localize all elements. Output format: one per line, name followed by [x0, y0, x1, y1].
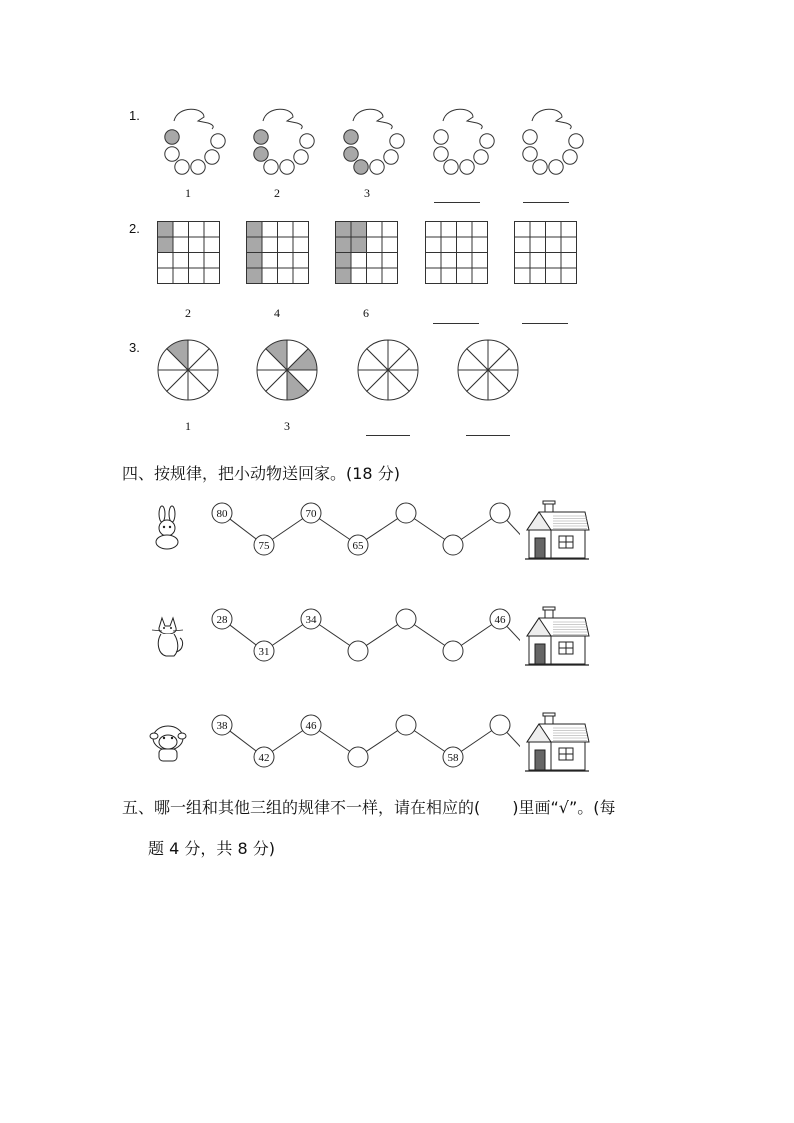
sheep-icon [148, 716, 188, 766]
grid-figure [514, 221, 578, 285]
grid-cell-shaded [336, 237, 352, 253]
grid-cell [382, 253, 398, 269]
bead-empty [480, 134, 494, 148]
grid-cell [426, 253, 442, 269]
grid-cell [189, 222, 205, 238]
grid-cell [561, 222, 577, 238]
question-2-number: 2. [129, 221, 140, 236]
grid-cell [367, 268, 383, 284]
figure-label: 3 [364, 186, 370, 200]
grid-cell [515, 253, 531, 269]
grid-cell [262, 268, 278, 284]
answer-blank [522, 323, 568, 324]
grid-cell [546, 222, 562, 238]
house-icon [523, 500, 593, 562]
section-5-heading-line-1: 五、哪一组和其他三组的规律不一样，请在相应的( )里画“√”。(每 [122, 798, 616, 817]
grid-cell-shaded [247, 268, 263, 284]
grid-cell [173, 268, 189, 284]
grid-cell [278, 268, 294, 284]
grid-cell [382, 268, 398, 284]
zigzag-segment [319, 731, 349, 752]
bead-empty [294, 150, 308, 164]
grid-figure [246, 221, 310, 285]
number-value: 75 [258, 540, 270, 552]
grid-cell [515, 222, 531, 238]
number-value: 80 [216, 508, 228, 520]
zigzag-segment [272, 519, 302, 540]
necklace-string [174, 109, 213, 129]
grid-cell [293, 222, 309, 238]
bead-empty [444, 160, 458, 174]
number-zigzag [200, 604, 520, 668]
grid-figure [425, 221, 489, 285]
grid-cell [204, 222, 220, 238]
grid-cell-shaded [336, 222, 352, 238]
grid-cell [173, 222, 189, 238]
grid-cell-shaded [158, 237, 174, 253]
bead-shaded [254, 147, 268, 161]
bead-empty [390, 134, 404, 148]
grid-cell [382, 237, 398, 253]
bead-empty [175, 160, 189, 174]
number-circle [396, 715, 416, 735]
bead-shaded [354, 160, 368, 174]
figure-label: 4 [274, 306, 280, 320]
bead-empty [191, 160, 205, 174]
bead-shaded [344, 130, 358, 144]
zigzag-segment [507, 520, 520, 545]
grid-cell [441, 237, 457, 253]
number-circle [348, 747, 368, 767]
answer-blank [466, 435, 510, 436]
number-circle [490, 503, 510, 523]
grid-cell [472, 237, 488, 253]
necklace-string [443, 109, 482, 129]
bead-empty [569, 134, 583, 148]
grid-cell [441, 268, 457, 284]
figure-label: 1 [185, 186, 191, 200]
grid-cell [173, 253, 189, 269]
grid-cell [278, 237, 294, 253]
grid-cell [189, 253, 205, 269]
number-value: 42 [258, 752, 270, 764]
grid-cell [530, 253, 546, 269]
number-value: 28 [216, 614, 228, 626]
number-zigzag [200, 498, 520, 562]
bead-empty [549, 160, 563, 174]
grid-cell [351, 253, 367, 269]
grid-cell [457, 237, 473, 253]
bead-necklace [148, 106, 228, 176]
grid-cell [561, 268, 577, 284]
bead-shaded [344, 147, 358, 161]
grid-cell [515, 237, 531, 253]
grid-cell [546, 268, 562, 284]
grid-cell [515, 268, 531, 284]
grid-cell [367, 222, 383, 238]
bead-empty [264, 160, 278, 174]
grid-cell [351, 268, 367, 284]
bead-shaded [165, 130, 179, 144]
grid-cell [561, 253, 577, 269]
bead-empty [434, 130, 448, 144]
grid-cell-shaded [351, 222, 367, 238]
figure-label: 1 [185, 419, 191, 433]
grid-cell [204, 237, 220, 253]
grid-figure [335, 221, 399, 285]
grid-cell [426, 268, 442, 284]
grid-cell [530, 222, 546, 238]
bead-shaded [254, 130, 268, 144]
bead-empty [211, 134, 225, 148]
number-value: 46 [305, 720, 317, 732]
zigzag-segment [414, 519, 444, 540]
zigzag-segment [461, 731, 491, 752]
grid-cell [189, 268, 205, 284]
zigzag-segment [366, 519, 397, 540]
grid-cell [278, 253, 294, 269]
grid-cell [472, 268, 488, 284]
grid-cell [457, 222, 473, 238]
grid-cell [441, 222, 457, 238]
grid-cell [426, 222, 442, 238]
bead-necklace [417, 106, 497, 176]
number-circle [348, 641, 368, 661]
zigzag-segment [366, 731, 397, 752]
rabbit-icon [148, 504, 188, 554]
grid-figure [157, 221, 221, 285]
grid-cell-shaded [351, 237, 367, 253]
figure-label: 3 [284, 419, 290, 433]
grid-cell-shaded [336, 253, 352, 269]
cat-icon [148, 610, 188, 660]
grid-cell [262, 222, 278, 238]
pie-figure [353, 335, 423, 405]
grid-cell [472, 222, 488, 238]
number-value: 34 [305, 614, 317, 626]
figure-label: 2 [274, 186, 280, 200]
bead-empty [434, 147, 448, 161]
zigzag-segment [414, 731, 444, 752]
number-circle [396, 503, 416, 523]
house-icon [523, 712, 593, 774]
grid-cell [546, 253, 562, 269]
grid-cell [530, 268, 546, 284]
grid-cell [472, 253, 488, 269]
bead-empty [370, 160, 384, 174]
necklace-string [532, 109, 571, 129]
answer-blank [434, 202, 480, 203]
zigzag-segment [366, 625, 397, 646]
bead-empty [280, 160, 294, 174]
pie-figure [153, 335, 223, 405]
grid-cell [367, 253, 383, 269]
house-icon [523, 606, 593, 668]
grid-cell-shaded [247, 222, 263, 238]
grid-cell [189, 237, 205, 253]
grid-cell [457, 253, 473, 269]
zigzag-segment [230, 625, 256, 645]
grid-cell [293, 268, 309, 284]
grid-cell-shaded [158, 222, 174, 238]
pie-figure [252, 335, 322, 405]
grid-cell-shaded [247, 253, 263, 269]
bead-empty [523, 147, 537, 161]
zigzag-segment [272, 625, 302, 646]
grid-cell-shaded [247, 237, 263, 253]
section-5-heading-line-2: 题 4 分，共 8 分) [148, 839, 275, 858]
zigzag-segment [230, 731, 256, 751]
bead-empty [300, 134, 314, 148]
grid-cell [204, 253, 220, 269]
zigzag-segment [272, 731, 302, 752]
bead-empty [563, 150, 577, 164]
grid-cell [278, 222, 294, 238]
grid-cell-shaded [336, 268, 352, 284]
grid-cell [441, 253, 457, 269]
bead-necklace [237, 106, 317, 176]
grid-cell [158, 268, 174, 284]
zigzag-segment [414, 625, 444, 646]
grid-cell [293, 253, 309, 269]
grid-cell [293, 237, 309, 253]
answer-blank [366, 435, 410, 436]
grid-cell [426, 237, 442, 253]
number-circle [443, 641, 463, 661]
bead-empty [460, 160, 474, 174]
bead-empty [205, 150, 219, 164]
answer-blank [433, 323, 479, 324]
number-circle [490, 715, 510, 735]
answer-blank [523, 202, 569, 203]
question-1-number: 1. [129, 108, 140, 123]
necklace-string [263, 109, 302, 129]
bead-necklace [506, 106, 586, 176]
number-circle [396, 609, 416, 629]
grid-cell [204, 268, 220, 284]
necklace-string [353, 109, 392, 129]
pie-figure [453, 335, 523, 405]
question-3-number: 3. [129, 340, 140, 355]
number-zigzag [200, 710, 520, 774]
bead-necklace [327, 106, 407, 176]
section-4-heading: 四、按规律，把小动物送回家。(18 分) [122, 464, 400, 483]
figure-label: 6 [363, 306, 369, 320]
zigzag-segment [461, 625, 491, 646]
zigzag-segment [319, 519, 349, 540]
zigzag-segment [461, 519, 491, 540]
bead-empty [523, 130, 537, 144]
zigzag-segment [230, 519, 256, 539]
figure-label: 2 [185, 306, 191, 320]
grid-cell [382, 222, 398, 238]
grid-cell [262, 237, 278, 253]
bead-empty [165, 147, 179, 161]
number-value: 38 [216, 720, 228, 732]
number-circle [443, 535, 463, 555]
zigzag-segment [319, 625, 349, 646]
grid-cell [367, 237, 383, 253]
grid-cell [262, 253, 278, 269]
grid-cell [173, 237, 189, 253]
zigzag-segment [507, 626, 520, 651]
grid-cell [546, 237, 562, 253]
number-value: 70 [305, 508, 317, 520]
bead-empty [384, 150, 398, 164]
number-value: 46 [494, 614, 506, 626]
zigzag-segment [507, 732, 520, 757]
grid-cell [457, 268, 473, 284]
number-value: 58 [447, 752, 459, 764]
bead-empty [474, 150, 488, 164]
bead-empty [533, 160, 547, 174]
grid-cell [561, 237, 577, 253]
grid-cell [530, 237, 546, 253]
grid-cell [158, 253, 174, 269]
number-value: 65 [352, 540, 364, 552]
number-value: 31 [258, 646, 270, 658]
